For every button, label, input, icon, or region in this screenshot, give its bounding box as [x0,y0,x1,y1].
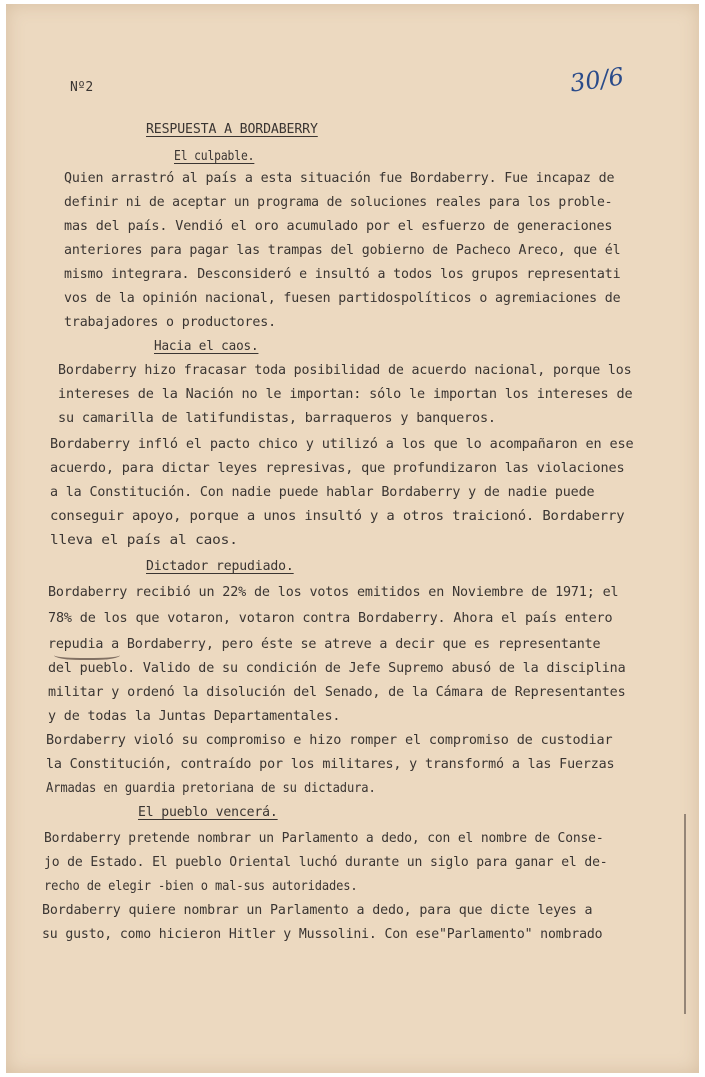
text-line: Bordaberry violó su compromiso e hizo romper el compromiso de custodiar [46,732,613,748]
handwritten-underline-mark [54,648,120,660]
section-heading: El pueblo vencerá. [138,804,278,820]
section-heading: Hacia el caos. [154,338,259,354]
text-line: su gusto, como hicieron Hitler y Mussolini. Con ese"Parlamento" nombrado [42,926,603,942]
text-line: recho de elegir -bien o mal-sus autoridades. [44,878,358,894]
text-line: vos de la opinión nacional, fuesen partidospolíticos o agremiaciones de [64,290,621,306]
text-line: 78% de los que votaron, votaron contra Bordaberry. Ahora el país entero [48,610,613,626]
text-line: su camarilla de latifundistas, barraqueros y banqueros. [58,410,496,426]
text-line: intereses de la Nación no le importan: sólo le importan los intereses de [58,386,633,402]
document-page [6,4,699,1073]
page-number: Nº2 [70,80,94,95]
text-line: Bordaberry infló el pacto chico y utilizó a los que lo acompañaron en ese [50,436,634,452]
text-line: conseguir apoyo, porque a unos insultó y a otros traicionó. Bordaberry [50,508,625,524]
text-line: lleva el país al caos. [50,532,238,548]
text-line: la Constitución, contraído por los militares, y transformó a las Fuerzas [46,756,615,772]
text-line: Armadas en guardia pretoriana de su dictadura. [46,780,376,796]
text-line: Bordaberry recibió un 22% de los votos emitidos en Noviembre de 1971; el [48,584,619,600]
text-line: Bordaberry hizo fracasar toda posibilidad de acuerdo nacional, porque los [58,362,632,378]
text-line: Bordaberry pretende nombrar un Parlamento a dedo, con el nombre de Conse- [44,830,604,846]
text-line: y de todas la Juntas Departamentales. [48,708,341,724]
text-line: trabajadores o productores. [64,314,276,330]
text-line: mas del país. Vendió el oro acumulado por el esfuerzo de generaciones [64,218,613,234]
text-line: acuerdo, para dictar leyes represivas, que profundizaron las violaciones [50,460,625,476]
document-title: RESPUESTA A BORDABERRY [146,121,318,137]
text-line: anteriores para pagar las trampas del gobierno de Pacheco Areco, que él [64,242,621,258]
text-line: del pueblo. Valido de su condición de Jefe Supremo abusó de la disciplina [48,660,626,676]
text-line: mismo integrara. Desconsideró e insultó a todos los grupos representati [64,266,621,282]
text-line: repudia a Bordaberry, pero éste se atreve a decir que es representante [48,636,601,652]
section-heading: Dictador repudiado. [146,558,294,574]
text-line: a la Constitución. Con nadie puede hablar Bordaberry y de nadie puede [50,484,595,500]
margin-line [684,814,686,1014]
text-line: definir ni de aceptar un programa de soluciones reales para los proble- [64,194,613,210]
handwritten-annotation: 30/6 [568,62,626,98]
text-line: militar y ordenó la disolución del Senado, de la Cámara de Representantes [48,684,626,700]
text-line: Bordaberry quiere nombrar un Parlamento a dedo, para que dicte leyes a [42,902,593,918]
text-line: Quien arrastró al país a esta situación fue Bordaberry. Fue incapaz de [64,170,615,186]
section-heading: El culpable. [174,148,255,164]
text-line: jo de Estado. El pueblo Oriental luchó durante un siglo para ganar el de- [44,854,608,870]
